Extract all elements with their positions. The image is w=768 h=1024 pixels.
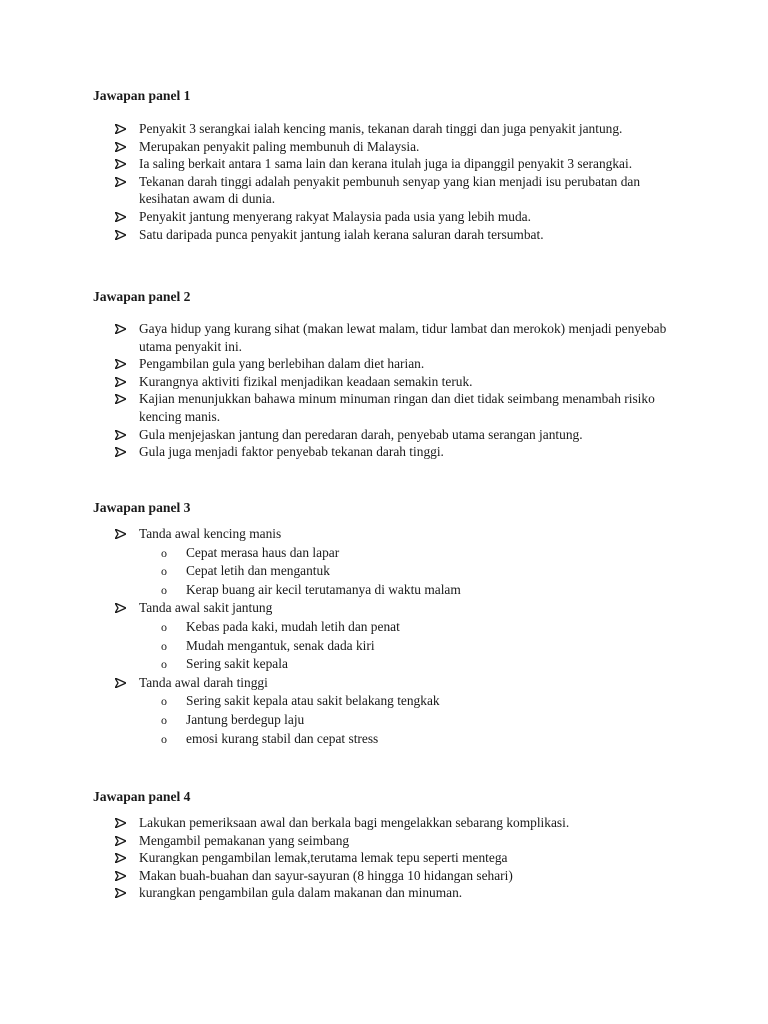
arrow-bullet-icon [115, 394, 126, 404]
list-item: Makan buah-buahan dan sayur-sayuran (8 hingga 10 hidangan sehari) [93, 867, 693, 885]
list-item: Gula juga menjadi faktor penyebab tekanan darah tinggi. [93, 443, 693, 461]
sub-list-item: o Cepat letih dan mengantuk [93, 562, 693, 581]
arrow-bullet-icon [115, 159, 126, 169]
sub-list-item: o emosi kurang stabil dan cepat stress [93, 730, 693, 749]
circle-bullet-icon: o [161, 694, 167, 709]
panel-1-list [93, 120, 693, 243]
list-item: Satu daripada punca penyakit jantung ialah kerana saluran darah tersumbat. [93, 226, 693, 244]
arrow-bullet-icon [115, 836, 126, 846]
arrow-bullet-icon [115, 888, 126, 898]
arrow-bullet-icon [115, 853, 126, 863]
sub-list-item: o Cepat merasa haus dan lapar [93, 544, 693, 563]
sub-list-container [93, 618, 693, 674]
arrow-bullet-icon [115, 871, 126, 881]
arrow-bullet-icon [115, 818, 126, 828]
panel-4-list [93, 814, 693, 902]
panel-4-heading: Jawapan panel 4 [93, 789, 191, 804]
circle-bullet-icon: o [161, 582, 167, 597]
panel-3-section [93, 499, 693, 748]
list-item: Pengambilan gula yang berlebihan dalam diet harian. [93, 355, 693, 373]
sub-list-item: o Jantung berdegup laju [93, 711, 693, 730]
arrow-bullet-icon [115, 529, 126, 539]
sub-list-item: o Sering sakit kepala [93, 655, 693, 674]
arrow-bullet-icon [115, 177, 126, 187]
panel-2-section [93, 288, 693, 461]
list-item: Gula menjejaskan jantung dan peredaran darah, penyebab utama serangan jantung. [93, 426, 693, 444]
circle-bullet-icon: o [161, 712, 167, 727]
list-item: Kurangnya aktiviti fizikal menjadikan keadaan semakin teruk. [93, 373, 693, 391]
list-item: kurangkan pengambilan gula dalam makanan dan minuman. [93, 884, 693, 902]
sub-list-item: o Kebas pada kaki, mudah letih dan penat [93, 618, 693, 637]
panel-1-heading: Jawapan panel 1 [93, 88, 191, 103]
arrow-bullet-icon [115, 678, 126, 688]
sub-list-item: o Mudah mengantuk, senak dada kiri [93, 637, 693, 656]
sub-list [93, 692, 693, 748]
arrow-bullet-icon [115, 230, 126, 240]
sub-list [93, 544, 693, 600]
list-item: Kajian menunjukkan bahawa minum minuman ringan dan diet tidak seimbang menambah risiko kencing manis. [93, 390, 693, 425]
arrow-bullet-icon [115, 124, 126, 134]
panel-4-section [93, 788, 693, 902]
circle-bullet-icon: o [161, 619, 167, 634]
arrow-bullet-icon [115, 603, 126, 613]
list-item: Gaya hidup yang kurang sihat (makan lewat malam, tidur lambat dan merokok) menjadi penyebab utama penyakit ini. [93, 320, 693, 355]
circle-bullet-icon: o [161, 731, 167, 746]
arrow-bullet-icon [115, 430, 126, 440]
circle-bullet-icon: o [161, 638, 167, 653]
sub-list [93, 618, 693, 674]
panel-2-heading: Jawapan panel 2 [93, 289, 191, 304]
list-item: Penyakit jantung menyerang rakyat Malaysia pada usia yang lebih muda. [93, 208, 693, 226]
list-item: Penyakit 3 serangkai ialah kencing manis, tekanan darah tinggi dan juga penyakit jantung. [93, 120, 693, 138]
list-item: Tanda awal sakit jantung [93, 599, 693, 618]
sub-list-container [93, 692, 693, 748]
list-item: Tanda awal kencing manis [93, 525, 693, 544]
list-item: Kurangkan pengambilan lemak,terutama lemak tepu seperti mentega [93, 849, 693, 867]
panel-1-section [93, 87, 693, 243]
list-item: Tekanan darah tinggi adalah penyakit pembunuh senyap yang kian menjadi isu perubatan dan kesihatan awam di dunia. [93, 173, 693, 208]
sub-list-container [93, 544, 693, 600]
panel-3-heading: Jawapan panel 3 [93, 500, 191, 515]
list-item: Mengambil pemakanan yang seimbang [93, 832, 693, 850]
sub-list-item: o Sering sakit kepala atau sakit belakang tengkak [93, 692, 693, 711]
list-item: Merupakan penyakit paling membunuh di Malaysia. [93, 138, 693, 156]
list-item: Ia saling berkait antara 1 sama lain dan kerana itulah juga ia dipanggil penyakit 3 serangkai. [93, 155, 693, 173]
circle-bullet-icon: o [161, 564, 167, 579]
arrow-bullet-icon [115, 212, 126, 222]
sub-list-item: o Kerap buang air kecil terutamanya di waktu malam [93, 581, 693, 600]
circle-bullet-icon: o [161, 545, 167, 560]
arrow-bullet-icon [115, 447, 126, 457]
panel-3-list [93, 525, 693, 748]
arrow-bullet-icon [115, 324, 126, 334]
list-item: Lakukan pemeriksaan awal dan berkala bagi mengelakkan sebarang komplikasi. [93, 814, 693, 832]
arrow-bullet-icon [115, 377, 126, 387]
circle-bullet-icon: o [161, 657, 167, 672]
arrow-bullet-icon [115, 359, 126, 369]
list-item: Tanda awal darah tinggi [93, 674, 693, 693]
panel-2-list [93, 320, 693, 461]
arrow-bullet-icon [115, 142, 126, 152]
